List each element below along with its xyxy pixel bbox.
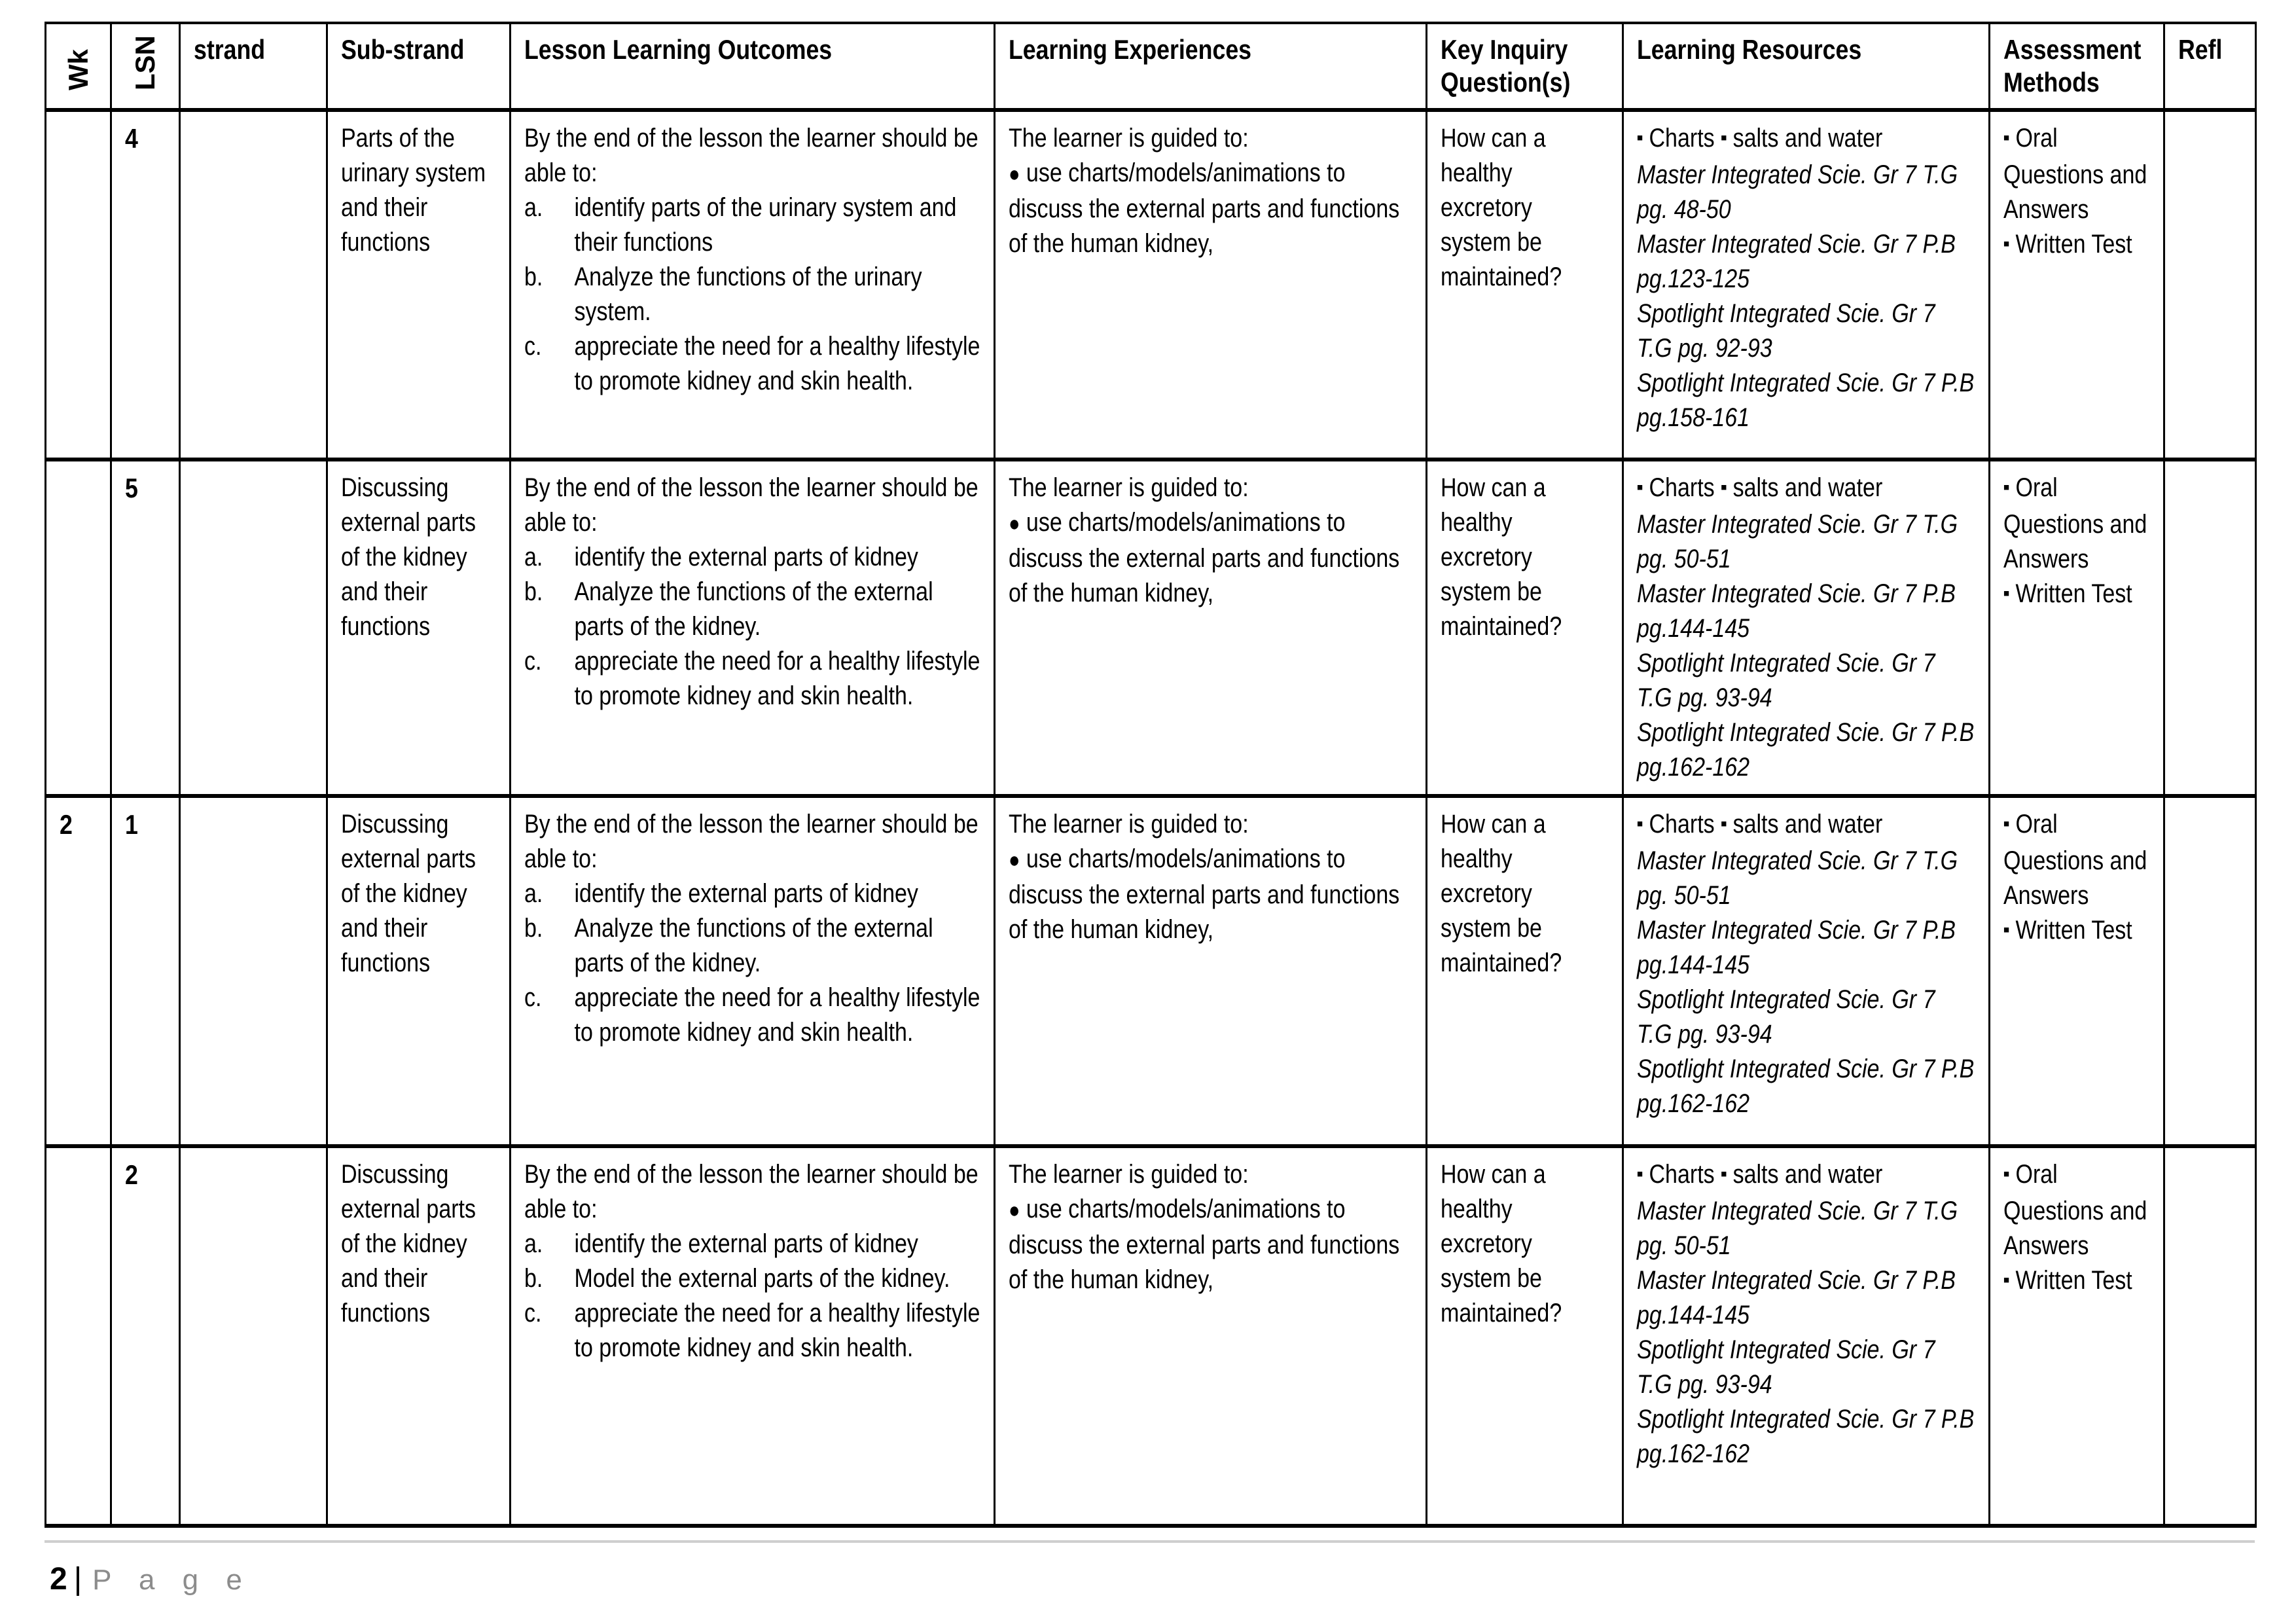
lesson-learning-outcomes-cell bbox=[511, 1146, 995, 1526]
key-inquiry-cell: How can a healthy excretory system be maintained? bbox=[1427, 1146, 1623, 1526]
lesson-number-cell: 1 bbox=[111, 796, 180, 1146]
footer-divider bbox=[45, 1540, 2255, 1543]
outcome-item bbox=[524, 575, 980, 644]
outcome-text: appreciate the need for a healthy lifestyle to promote kidney and skin health. bbox=[574, 1299, 980, 1362]
week-cell bbox=[46, 460, 111, 796]
experiences-intro: The learner is guided to: bbox=[1009, 1160, 1249, 1189]
footer-page-label: P a g e bbox=[92, 1564, 252, 1596]
strand-cell bbox=[180, 1146, 327, 1526]
outcome-item bbox=[524, 1296, 980, 1365]
resource-reference: Spotlight Integrated Scie. Gr 7 T.G pg. 93-94 bbox=[1637, 649, 1935, 712]
resource-reference: Master Integrated Scie. Gr 7 P.B pg.123-125 bbox=[1637, 230, 1956, 293]
outcome-text: identify parts of the urinary system and their functions bbox=[574, 193, 957, 257]
resource-bullet-text: salts and water bbox=[1732, 1160, 1883, 1189]
resource-reference: Master Integrated Scie. Gr 7 T.G pg. 50-51 bbox=[1637, 510, 1958, 573]
lesson-number-cell: 5 bbox=[111, 460, 180, 796]
resources-bullets-line bbox=[1637, 807, 1975, 844]
week-cell bbox=[46, 110, 111, 460]
assessment-text: Oral Questions and Answers bbox=[2003, 124, 2147, 224]
header-week: Wk bbox=[46, 23, 111, 110]
key-inquiry-cell: How can a healthy excretory system be maintained? bbox=[1427, 460, 1623, 796]
square-bullet-icon: ▪ bbox=[2003, 813, 2010, 835]
assessment-item bbox=[2003, 807, 2150, 913]
header-learning-resources: Learning Resources bbox=[1623, 23, 1990, 110]
key-inquiry-cell: How can a healthy excretory system be maintained? bbox=[1427, 110, 1623, 460]
header-learning-experiences: Learning Experiences bbox=[995, 23, 1427, 110]
footer-page-number: 2 bbox=[50, 1562, 67, 1597]
assessment-item bbox=[2003, 913, 2150, 950]
outcome-letter: c. bbox=[524, 1299, 542, 1327]
outcome-letter: b. bbox=[524, 577, 543, 606]
resources-bullets-line bbox=[1637, 471, 1975, 507]
learning-experiences-cell bbox=[995, 796, 1427, 1146]
outcome-letter: a. bbox=[524, 543, 543, 571]
table-header-row bbox=[46, 23, 2256, 110]
header-key-inquiry-questions: Key Inquiry Question(s) bbox=[1427, 23, 1623, 110]
outcome-text: identify the external parts of kidney bbox=[574, 543, 918, 571]
assessment-item bbox=[2003, 577, 2150, 613]
experiences-bullet-text: use charts/models/animations to discuss the external parts and functions of the human kidney, bbox=[1009, 1195, 1400, 1294]
resource-reference: Master Integrated Scie. Gr 7 P.B pg.144-145 bbox=[1637, 916, 1956, 979]
learning-resources-cell bbox=[1623, 110, 1990, 460]
square-bullet-icon: ▪ bbox=[1636, 813, 1643, 835]
refl-cell bbox=[2164, 1146, 2256, 1526]
resource-reference: Spotlight Integrated Scie. Gr 7 T.G pg. 93-94 bbox=[1637, 985, 1935, 1049]
outcome-letter: c. bbox=[524, 332, 542, 361]
assessment-item bbox=[2003, 1157, 2150, 1263]
resources-bullets-line bbox=[1637, 121, 1975, 158]
assessment-methods-cell bbox=[1990, 110, 2164, 460]
outcome-text: Analyze the functions of the urinary system. bbox=[574, 262, 922, 326]
square-bullet-icon: ▪ bbox=[2003, 583, 2010, 604]
table-row bbox=[46, 110, 2256, 460]
outcome-item bbox=[524, 1261, 980, 1296]
experiences-intro: The learner is guided to: bbox=[1009, 473, 1249, 502]
sub-strand-cell: Discussing external parts of the kidney and their functions bbox=[327, 460, 511, 796]
header-lesson-number: LSN bbox=[111, 23, 180, 110]
table-row bbox=[46, 796, 2256, 1146]
resource-reference: Master Integrated Scie. Gr 7 T.G pg. 48-50 bbox=[1637, 160, 1958, 224]
header-sub-strand: Sub-strand bbox=[327, 23, 511, 110]
header-strand: strand bbox=[180, 23, 327, 110]
outcome-item bbox=[524, 1227, 980, 1261]
sub-strand-cell: Discussing external parts of the kidney and their functions bbox=[327, 1146, 511, 1526]
key-inquiry-cell: How can a healthy excretory system be maintained? bbox=[1427, 796, 1623, 1146]
outcome-text: appreciate the need for a healthy lifestyle to promote kidney and skin health. bbox=[574, 647, 980, 710]
learning-resources-cell bbox=[1623, 1146, 1990, 1526]
outcome-letter: c. bbox=[524, 983, 542, 1012]
square-bullet-icon: ▪ bbox=[2003, 1163, 2010, 1185]
lesson-number-cell: 2 bbox=[111, 1146, 180, 1526]
header-refl: Refl bbox=[2164, 23, 2256, 110]
learning-experiences-cell bbox=[995, 1146, 1427, 1526]
resource-reference: Master Integrated Scie. Gr 7 P.B pg.144-145 bbox=[1637, 1266, 1956, 1329]
outcome-item bbox=[524, 190, 980, 260]
outcomes-intro: By the end of the lesson the learner should be able to: bbox=[524, 1160, 978, 1223]
resource-reference: Master Integrated Scie. Gr 7 P.B pg.144-145 bbox=[1637, 579, 1956, 643]
lesson-learning-outcomes-cell bbox=[511, 460, 995, 796]
outcomes-intro: By the end of the lesson the learner should be able to: bbox=[524, 473, 978, 537]
assessment-methods-cell bbox=[1990, 460, 2164, 796]
outcome-text: appreciate the need for a healthy lifestyle to promote kidney and skin health. bbox=[574, 332, 980, 395]
resource-bullet-text: Charts bbox=[1649, 1160, 1715, 1189]
strand-cell bbox=[180, 110, 327, 460]
assessment-text: Written Test bbox=[2015, 579, 2132, 608]
outcome-item bbox=[524, 260, 980, 329]
square-bullet-icon: ▪ bbox=[1720, 813, 1727, 835]
scheme-of-work-table bbox=[45, 22, 2257, 1528]
outcome-text: Analyze the functions of the external parts of the kidney. bbox=[574, 577, 933, 641]
assessment-item bbox=[2003, 471, 2150, 577]
round-bullet-icon: ● bbox=[1009, 848, 1020, 873]
square-bullet-icon: ▪ bbox=[1720, 1163, 1727, 1185]
resource-reference: Master Integrated Scie. Gr 7 T.G pg. 50-51 bbox=[1637, 846, 1958, 910]
resource-reference: Master Integrated Scie. Gr 7 T.G pg. 50-51 bbox=[1637, 1197, 1958, 1260]
square-bullet-icon: ▪ bbox=[2003, 1269, 2010, 1291]
table-row bbox=[46, 460, 2256, 796]
experiences-bullet-item bbox=[1009, 156, 1412, 261]
week-cell bbox=[46, 1146, 111, 1526]
square-bullet-icon: ▪ bbox=[1720, 477, 1727, 498]
resource-reference: Spotlight Integrated Scie. Gr 7 T.G pg. 92-93 bbox=[1637, 299, 1935, 363]
assessment-text: Oral Questions and Answers bbox=[2003, 473, 2147, 573]
assessment-text: Oral Questions and Answers bbox=[2003, 810, 2147, 910]
lesson-number-cell: 4 bbox=[111, 110, 180, 460]
outcome-item bbox=[524, 981, 980, 1050]
resource-bullet-text: Charts bbox=[1649, 473, 1715, 502]
outcome-letter: b. bbox=[524, 1264, 543, 1293]
round-bullet-icon: ● bbox=[1009, 162, 1020, 187]
footer-separator: | bbox=[73, 1562, 82, 1597]
learning-resources-cell bbox=[1623, 796, 1990, 1146]
experiences-bullet-text: use charts/models/animations to discuss the external parts and functions of the human kidney, bbox=[1009, 844, 1400, 944]
experiences-bullet-item bbox=[1009, 505, 1412, 611]
week-cell: 2 bbox=[46, 796, 111, 1146]
assessment-text: Written Test bbox=[2015, 1266, 2132, 1295]
outcome-item bbox=[524, 911, 980, 981]
outcome-item bbox=[524, 644, 980, 713]
square-bullet-icon: ▪ bbox=[1636, 127, 1643, 149]
assessment-text: Written Test bbox=[2015, 230, 2132, 259]
resource-reference: Spotlight Integrated Scie. Gr 7 P.B pg.162-162 bbox=[1637, 1405, 1975, 1468]
learning-experiences-cell bbox=[995, 110, 1427, 460]
learning-experiences-cell bbox=[995, 460, 1427, 796]
experiences-intro: The learner is guided to: bbox=[1009, 124, 1249, 153]
square-bullet-icon: ▪ bbox=[1636, 477, 1643, 498]
outcome-item bbox=[524, 876, 980, 911]
resource-reference: Spotlight Integrated Scie. Gr 7 P.B pg.162-162 bbox=[1637, 718, 1975, 782]
outcome-text: Analyze the functions of the external parts of the kidney. bbox=[574, 914, 933, 977]
outcome-letter: a. bbox=[524, 193, 543, 222]
square-bullet-icon: ▪ bbox=[2003, 127, 2010, 149]
refl-cell bbox=[2164, 460, 2256, 796]
resource-bullet-text: salts and water bbox=[1732, 810, 1883, 839]
outcome-letter: c. bbox=[524, 647, 542, 676]
square-bullet-icon: ▪ bbox=[2003, 233, 2010, 255]
strand-cell bbox=[180, 460, 327, 796]
square-bullet-icon: ▪ bbox=[1720, 127, 1727, 149]
assessment-text: Oral Questions and Answers bbox=[2003, 1160, 2147, 1260]
assessment-methods-cell bbox=[1990, 796, 2164, 1146]
outcome-letter: b. bbox=[524, 914, 543, 943]
header-assessment-methods: Assessment Methods bbox=[1990, 23, 2164, 110]
lesson-learning-outcomes-cell bbox=[511, 110, 995, 460]
outcome-letter: b. bbox=[524, 262, 543, 291]
page-footer bbox=[50, 1560, 252, 1600]
resource-bullet-text: Charts bbox=[1649, 124, 1715, 153]
refl-cell bbox=[2164, 110, 2256, 460]
assessment-item bbox=[2003, 1263, 2150, 1300]
resource-bullet-text: salts and water bbox=[1732, 473, 1883, 502]
experiences-intro: The learner is guided to: bbox=[1009, 810, 1249, 839]
outcome-text: Model the external parts of the kidney. bbox=[574, 1264, 950, 1293]
sub-strand-cell: Parts of the urinary system and their functions bbox=[327, 110, 511, 460]
assessment-text: Written Test bbox=[2015, 916, 2132, 945]
resource-reference: Spotlight Integrated Scie. Gr 7 P.B pg.162-162 bbox=[1637, 1055, 1975, 1118]
refl-cell bbox=[2164, 796, 2256, 1146]
outcome-item bbox=[524, 540, 980, 575]
square-bullet-icon: ▪ bbox=[1636, 1163, 1643, 1185]
resource-bullet-text: Charts bbox=[1649, 810, 1715, 839]
outcome-text: identify the external parts of kidney bbox=[574, 1229, 918, 1258]
resources-bullets-line bbox=[1637, 1157, 1975, 1194]
resource-reference: Spotlight Integrated Scie. Gr 7 T.G pg. 93-94 bbox=[1637, 1335, 1935, 1399]
outcomes-intro: By the end of the lesson the learner should be able to: bbox=[524, 124, 978, 187]
outcome-text: appreciate the need for a healthy lifestyle to promote kidney and skin health. bbox=[574, 983, 980, 1047]
sub-strand-cell: Discussing external parts of the kidney and their functions bbox=[327, 796, 511, 1146]
assessment-item bbox=[2003, 121, 2150, 227]
resource-reference: Spotlight Integrated Scie. Gr 7 P.B pg.158-161 bbox=[1637, 369, 1975, 432]
round-bullet-icon: ● bbox=[1009, 1198, 1020, 1223]
lesson-learning-outcomes-cell bbox=[511, 796, 995, 1146]
header-lesson-learning-outcomes: Lesson Learning Outcomes bbox=[511, 23, 995, 110]
square-bullet-icon: ▪ bbox=[2003, 919, 2010, 941]
experiences-bullet-item bbox=[1009, 842, 1412, 947]
assessment-methods-cell bbox=[1990, 1146, 2164, 1526]
square-bullet-icon: ▪ bbox=[2003, 477, 2010, 498]
table-row bbox=[46, 1146, 2256, 1526]
outcome-letter: a. bbox=[524, 879, 543, 908]
experiences-bullet-text: use charts/models/animations to discuss the external parts and functions of the human kidney, bbox=[1009, 158, 1400, 258]
outcome-item bbox=[524, 329, 980, 399]
outcomes-intro: By the end of the lesson the learner should be able to: bbox=[524, 810, 978, 873]
learning-resources-cell bbox=[1623, 460, 1990, 796]
round-bullet-icon: ● bbox=[1009, 511, 1020, 536]
strand-cell bbox=[180, 796, 327, 1146]
resource-bullet-text: salts and water bbox=[1732, 124, 1883, 153]
assessment-item bbox=[2003, 227, 2150, 264]
experiences-bullet-text: use charts/models/animations to discuss the external parts and functions of the human kidney, bbox=[1009, 508, 1400, 607]
outcome-letter: a. bbox=[524, 1229, 543, 1258]
experiences-bullet-item bbox=[1009, 1192, 1412, 1297]
outcome-text: identify the external parts of kidney bbox=[574, 879, 918, 908]
